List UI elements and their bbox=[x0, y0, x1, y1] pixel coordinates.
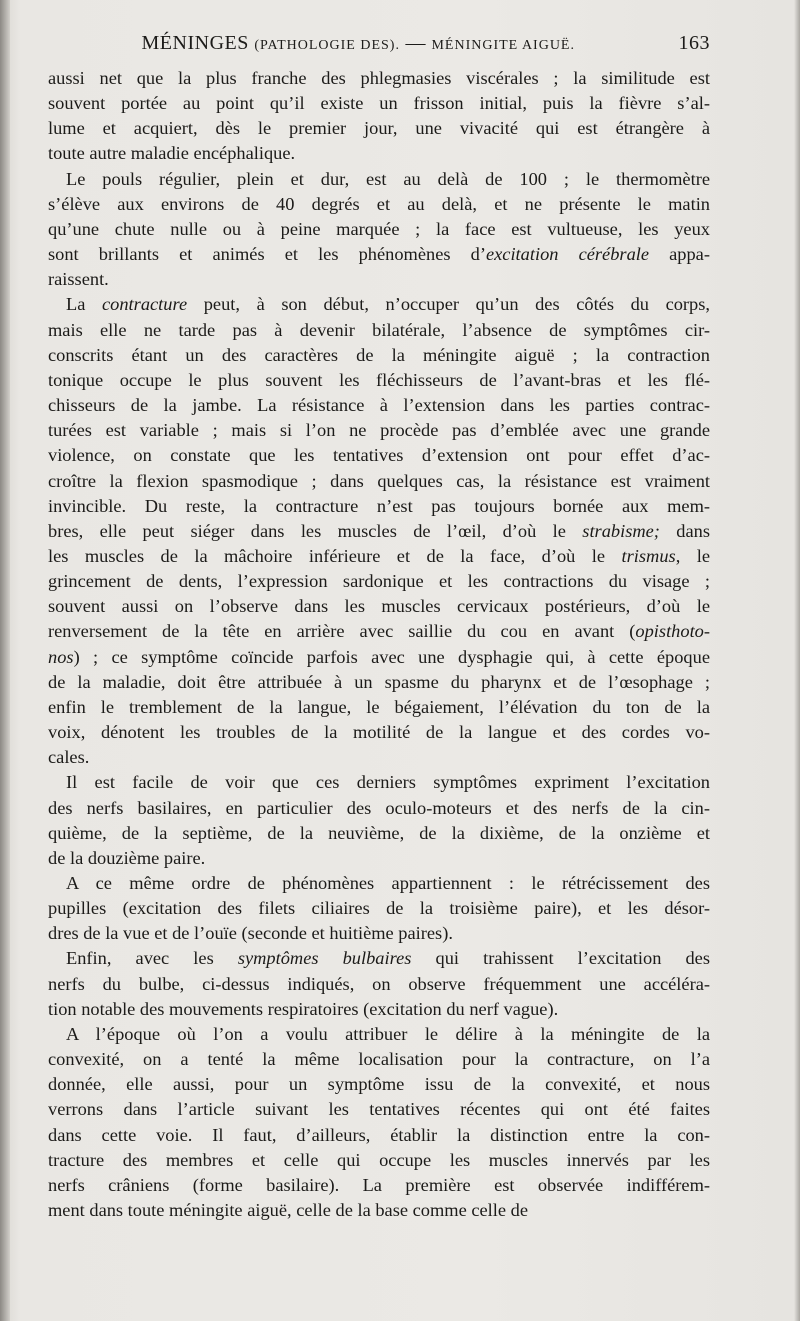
text-line: A l’époque où l’on a voulu attribuer le délire à la méningite de la bbox=[66, 1023, 710, 1044]
body-text bbox=[48, 66, 710, 1223]
page-edge-shadow bbox=[794, 0, 800, 1321]
text-line: donnée, elle aussi, pour un symptôme issu de la convexité, et nous bbox=[48, 1074, 710, 1095]
text-line: qu’une chute nulle ou à peine marquée ; la face est vultueuse, les yeux bbox=[48, 218, 710, 239]
text-line: dans cette voie. Il faut, d’ailleurs, établir la distinction entre la con- bbox=[48, 1124, 710, 1145]
page-number: 163 bbox=[678, 32, 710, 54]
text-run: les muscles de la mâchoire inférieure et de la face, d’où le bbox=[48, 545, 622, 566]
text-line: turées est variable ; mais si l’on ne procède pas d’emblée avec une grande bbox=[48, 420, 710, 441]
text-line: chisseurs de la jambe. La résistance à l’extension dans les parties contrac- bbox=[48, 395, 710, 416]
title-dash: — bbox=[405, 32, 426, 54]
italic-term: nos bbox=[48, 646, 74, 667]
text-run: appa- bbox=[649, 244, 710, 265]
text-line: conscrits étant un des caractères de la méningite aiguë ; la contraction bbox=[48, 344, 710, 365]
text-line: lume et acquiert, dès le premier jour, une vivacité qui est étrangère à bbox=[48, 118, 710, 139]
text-line: invincible. Du reste, la contracture n’est pas toujours bornée aux mem- bbox=[48, 495, 710, 516]
text-line: convexité, on a tenté la même localisation pour la contracture, on l’a bbox=[48, 1049, 710, 1070]
italic-term: symptômes bulbaires bbox=[237, 948, 412, 969]
title-sub: MÉNINGITE AIGUË. bbox=[431, 38, 575, 53]
text-line: grincement de dents, l’expression sardonique et les contractions du visage ; bbox=[48, 571, 710, 592]
text-run: renversement de la tête en arrière avec saillie du cou en avant ( bbox=[48, 621, 636, 642]
text-run: , le bbox=[675, 545, 710, 566]
text-line: tracture des membres et celle qui occupe les muscles innervés par les bbox=[48, 1149, 710, 1170]
text-line: quième, de la septième, de la neuvième, de la dixième, de la onzième et bbox=[48, 822, 710, 843]
text-line: croître la flexion spasmodique ; dans quelques cas, la résistance est vraiment bbox=[48, 470, 710, 491]
italic-term: contracture bbox=[102, 294, 188, 315]
text-line: dres de la vue et de l’ouïe (seconde et huitième paires). bbox=[48, 923, 453, 944]
italic-term: strabisme; bbox=[582, 520, 660, 541]
text-line bbox=[48, 292, 710, 317]
page-gutter-shadow bbox=[0, 0, 10, 1321]
text-line: des nerfs basilaires, en particulier des oculo-moteurs et des nerfs de la cin- bbox=[48, 797, 710, 818]
text-line: nerfs crâniens (forme basilaire). La première est observée indifférem- bbox=[48, 1174, 710, 1195]
text-line: toute autre maladie encéphalique. bbox=[48, 143, 296, 164]
text-line bbox=[48, 519, 710, 544]
text-line: de la douzième paire. bbox=[48, 847, 206, 868]
text-line: souvent portée au point qu’il existe un frisson initial, puis la fièvre s’al- bbox=[48, 93, 710, 114]
italic-term: trismus bbox=[621, 545, 676, 566]
running-header bbox=[48, 32, 710, 62]
italic-term: excitation cérébrale bbox=[485, 244, 650, 265]
text-run: bres, elle peut siéger dans les muscles de l’œil, d’où le bbox=[48, 520, 583, 541]
text-line: verrons dans l’article suivant les tentatives récentes qui ont été faites bbox=[48, 1099, 710, 1120]
text-line: enfin le tremblement de la langue, le bégaiement, l’élévation du ton de la bbox=[48, 696, 710, 717]
text-line: mais elle ne tarde pas à devenir bilatérale, l’absence de symptômes cir- bbox=[48, 319, 710, 340]
text-line: tonique occupe le plus souvent les fléchisseurs de l’avant-bras et les flé- bbox=[48, 369, 710, 390]
text-line: cales. bbox=[48, 747, 90, 768]
text-line: Le pouls régulier, plein et dur, est au delà de 100 ; le thermomètre bbox=[66, 168, 710, 189]
text-line: nerfs du bulbe, ci-dessus indiqués, on observe fréquemment une accéléra- bbox=[48, 973, 710, 994]
text-run: dans bbox=[659, 520, 710, 541]
title-main: MÉNINGES bbox=[141, 32, 249, 54]
text-line: aussi net que la plus franche des phlegmasies viscérales ; la similitude est bbox=[48, 68, 710, 88]
text-run: sont brillants et animés et les phénomènes d’ bbox=[48, 244, 486, 265]
title-paren: (PATHOLOGIE DES). bbox=[254, 38, 400, 53]
text-line bbox=[48, 619, 710, 644]
text-line: A ce même ordre de phénomènes appartiennent : le rétrécissement des bbox=[66, 873, 710, 893]
text-line: raissent. bbox=[48, 269, 109, 290]
text-line: pupilles (excitation des filets ciliaires de la troisième paire), et les désor- bbox=[48, 898, 710, 919]
text-run: La bbox=[66, 294, 102, 315]
text-line bbox=[48, 544, 710, 569]
text-run: Enfin, avec les bbox=[66, 948, 238, 969]
text-line: tion notable des mouvements respiratoires (excitation du nerf vague). bbox=[48, 998, 559, 1019]
italic-term: opisthoto- bbox=[635, 621, 710, 642]
text-line bbox=[48, 645, 710, 670]
running-title bbox=[48, 32, 669, 55]
text-line bbox=[48, 242, 710, 267]
text-line: Il est facile de voir que ces derniers symptômes expriment l’excitation bbox=[66, 772, 710, 793]
text-run: ) ; ce symptôme coïncide parfois avec une dysphagie qui, à cette époque bbox=[73, 646, 710, 667]
text-line: violence, on constate que les tentatives d’extension ont pour effet d’ac- bbox=[48, 445, 710, 466]
text-line bbox=[48, 946, 710, 971]
text-run: qui trahissent l’excitation des bbox=[411, 948, 711, 969]
text-line: ment dans toute méningite aiguë, celle de la base comme celle de bbox=[48, 1200, 529, 1221]
text-line: de la maladie, doit être attribuée à un spasme du pharynx et de l’œsophage ; bbox=[48, 671, 710, 692]
text-line: s’élève aux environs de 40 degrés et au delà, et ne présente le matin bbox=[48, 193, 710, 214]
text-line: voix, dénotent les troubles de la motilité de la langue et des cordes vo- bbox=[48, 722, 710, 743]
text-line: souvent aussi on l’observe dans les muscles cervicaux postérieurs, d’où le bbox=[48, 596, 710, 617]
text-run: peut, à son début, n’occuper qu’un des côtés du corps, bbox=[187, 294, 711, 315]
